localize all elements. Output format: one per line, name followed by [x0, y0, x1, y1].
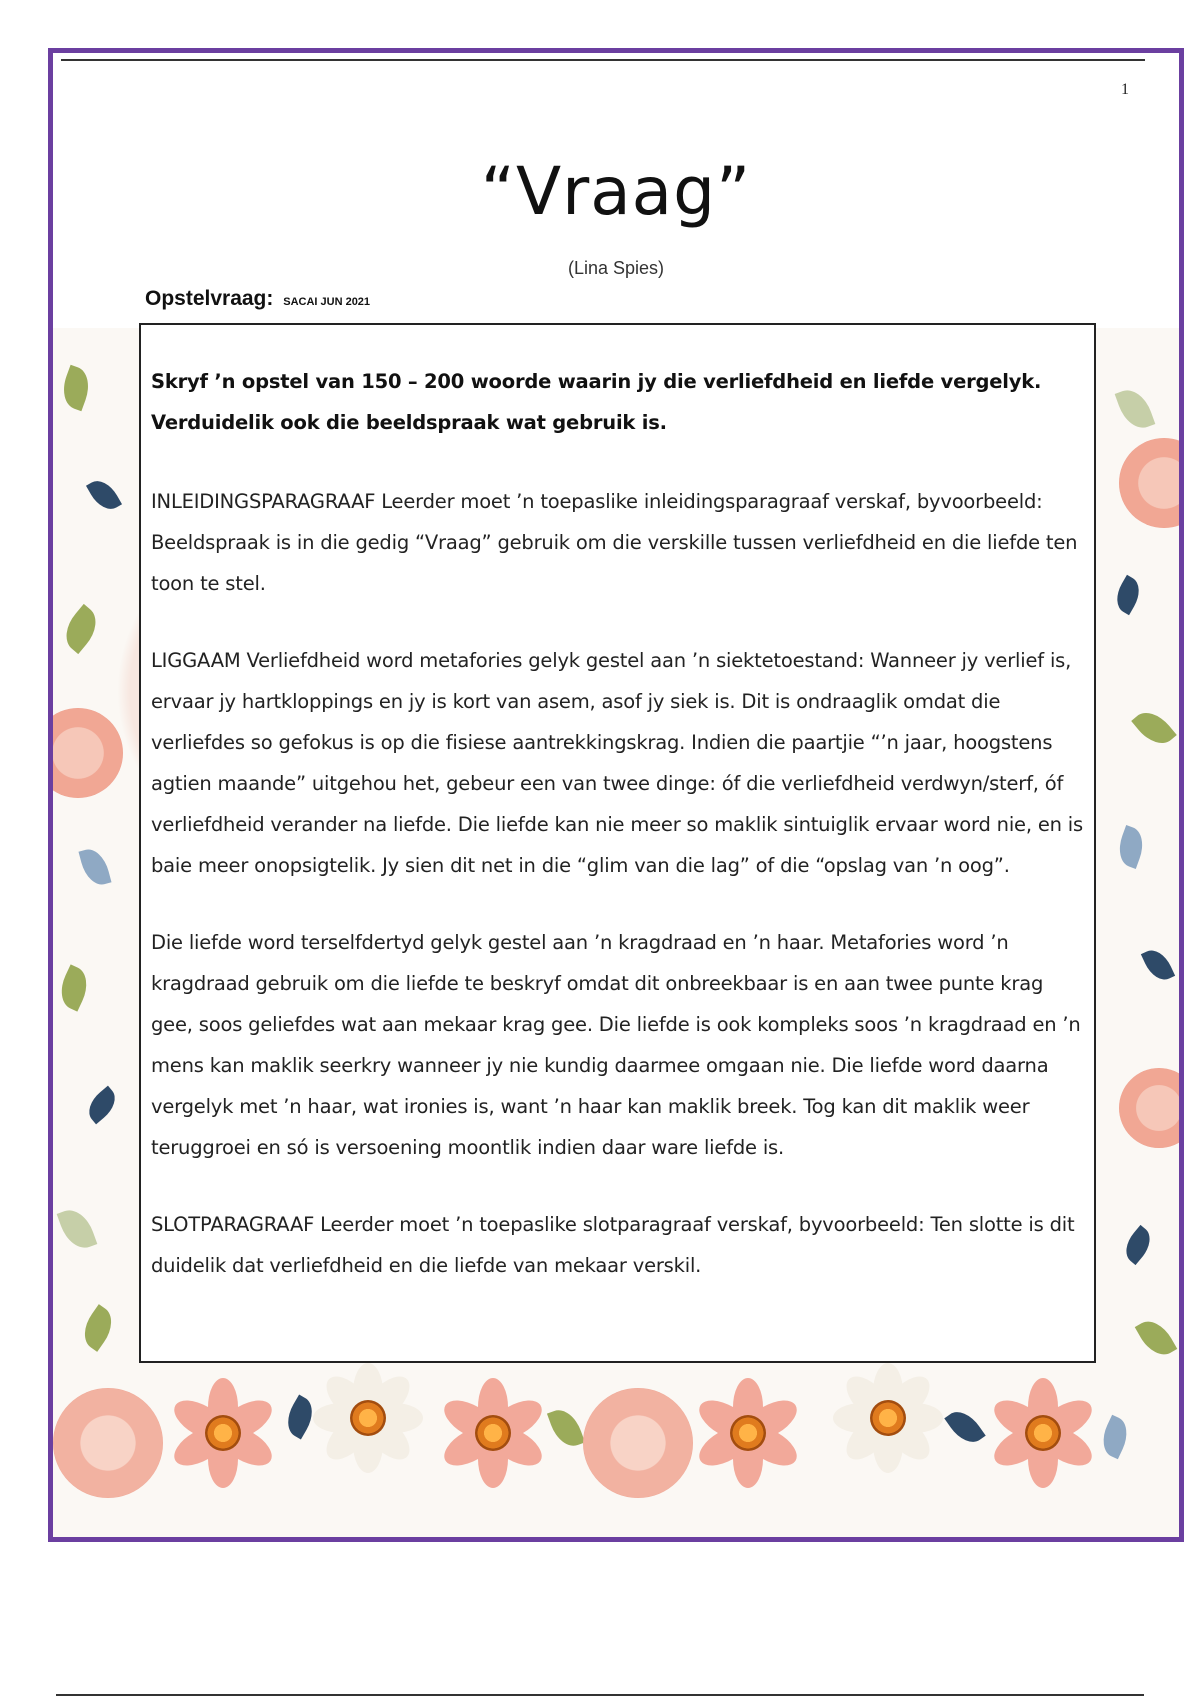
bottom-rule [56, 1694, 1144, 1696]
leaf-icon [1135, 1314, 1178, 1362]
flower-icon [828, 1358, 948, 1478]
page-frame [48, 48, 1184, 1542]
leaf-icon [1110, 575, 1146, 615]
leaf-icon [76, 1304, 120, 1352]
essay-source: SACAI JUN 2021 [283, 296, 371, 308]
leaf-icon [54, 964, 94, 1011]
flower-icon [433, 1373, 553, 1493]
leaf-icon [944, 1405, 985, 1450]
leaf-icon [1141, 945, 1175, 985]
conclusion-paragraph: SLOTPARAGRAAF Leerder moet ’n toepaslike slotparagraaf verskaf, byvoorbeeld: Ten slotte is dit duidelik dat verliefdheid en die liefde van mekaar verskil. [151, 1213, 1075, 1277]
flower-icon [163, 1373, 283, 1493]
leaf-icon [1119, 1225, 1158, 1265]
leaf-icon [86, 475, 122, 515]
leaf-icon [78, 846, 111, 889]
top-rule [61, 59, 1145, 61]
rose-icon [1119, 438, 1184, 528]
rose-icon [48, 708, 123, 798]
poem-title: “Vraag” [480, 153, 752, 230]
essay-heading-label: Opstelvraag: [145, 287, 274, 310]
leaf-icon [1113, 825, 1149, 869]
leaf-icon [57, 1204, 98, 1253]
flower-icon [688, 1373, 808, 1493]
essay-heading [145, 287, 370, 311]
flower-icon [308, 1358, 428, 1478]
poem-author: (Lina Spies) [567, 258, 665, 278]
intro-paragraph: INLEIDINGSPARAGRAAF Leerder moet ’n toepaslike inleidingsparagraaf verskaf, byvoorbeeld: Beeldspraak is in die gedig “Vraag” gebruik om die verskille tussen verliefdheid en die liefde ten toon te stel. [151, 490, 1078, 595]
leaf-icon [1131, 704, 1177, 751]
leaf-icon [57, 604, 105, 654]
flower-icon [983, 1373, 1103, 1493]
leaf-icon [57, 365, 95, 411]
essay-answer-box [139, 323, 1096, 1363]
body-paragraph: Die liefde word terselfdertyd gelyk gestel aan ’n kragdraad en ’n haar. Metafories word ’n kragdraad gebruik om die liefde te beskryf omdat dit onbreekbaar is en aan twee punte krag gee, soos geliefdes wat aan mekaar krag gee. Die liefde is ook kompleks soos ’n kragdraad en ’n mens kan maklik seerkry wanneer jy nie kundig daarmee omgaan nie. Die liefde word daarna vergelyk met ’n haar, wat ironies is, want ’n haar kan maklik breek. Tog kan dit maklik weer teruggroei en só is versoening moontlik indien daar ware liefde is. [151, 931, 1081, 1159]
rose-icon [583, 1388, 693, 1498]
leaf-icon [1115, 384, 1156, 433]
body-paragraph: LIGGAAM Verliefdheid word metafories gelyk gestel aan ’n siektetoestand: Wanneer jy verlief is, ervaar jy hartkloppings en jy is kort van asem, asof jy siek is. Dit is ondraaglik omdat die verliefdes so gefokus is op die fisiese aantrekkingskrag. Indien die paartjie “’n jaar, hoogstens agtien maande” uitgehou het, gebeur een van twee dinge: óf die verliefdheid verdwyn/sterf, óf verliefdheid verander na liefde. Die liefde kan nie meer so maklik sintuiglik ervaar word nie, en is baie meer onopsigtelik. Jy sien dit net in die “glim van die lag” of die “opslag van ’n oog”. [151, 649, 1083, 877]
leaf-icon [82, 1086, 122, 1125]
rose-icon [1119, 1068, 1184, 1148]
page-number: 1 [1121, 81, 1129, 98]
rose-icon [53, 1388, 163, 1498]
essay-instruction: Skryf ’n opstel van 150 – 200 woorde waarin jy die verliefdheid en liefde vergelyk. Verduidelik ook die beeldspraak wat gebruik is. [151, 370, 1042, 434]
